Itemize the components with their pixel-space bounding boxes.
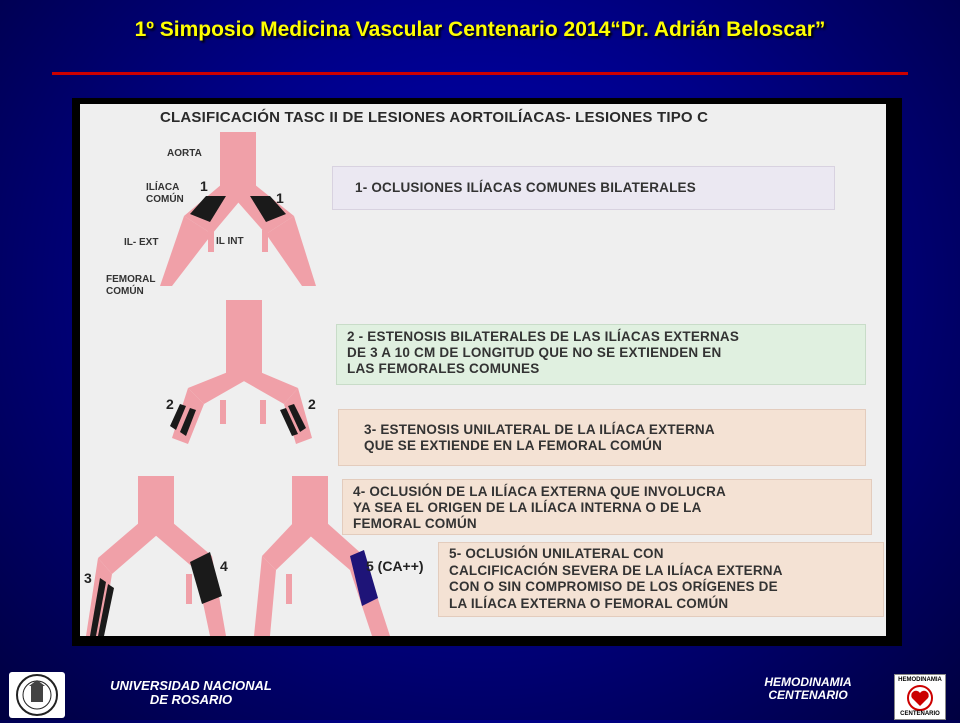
label-femoral-comun: FEMORAL COMÚN <box>106 274 156 297</box>
logo-caption-top: HEMODINAMIA <box>898 677 942 683</box>
lesion-box-1-text: 1- OCLUSIONES ILÍACAS COMUNES BILATERALES <box>355 180 696 195</box>
aorta-vessel <box>292 476 328 528</box>
aorta-vessel <box>220 132 256 190</box>
label-aorta: AORTA <box>167 148 202 159</box>
footer-hemodinamia: HEMODINAMIA CENTENARIO <box>764 675 852 702</box>
internal-iliac-right <box>186 574 192 604</box>
lesion-box-3 <box>338 409 866 466</box>
label-iliaca-comun: ILÍACA COMÚN <box>146 182 184 205</box>
hemodinamia-logo <box>894 674 946 720</box>
label-il-int: IL INT <box>216 236 244 247</box>
lesion-box-4 <box>342 479 872 535</box>
aorta-vessel <box>138 476 174 528</box>
marker-4: 4 <box>220 558 228 574</box>
tasc-figure <box>80 104 886 636</box>
lesion-box-3-text: 3- ESTENOSIS UNILATERAL DE LA ILÍACA EXTERNA QUE SE EXTIENDE EN LA FEMORAL COMÚN <box>364 422 715 453</box>
aorta-vessel <box>226 300 262 378</box>
lesion-box-4-text: 4- OCLUSIÓN DE LA ILÍACA EXTERNA QUE INVOLUCRA YA SEA EL ORIGEN DE LA ILÍACA INTERNA O DE LA FEMORAL COMÚN <box>353 484 726 531</box>
marker-2-right: 2 <box>308 396 316 412</box>
marker-5: 5 (CA++) <box>366 558 424 574</box>
lesion-box-5 <box>438 542 884 617</box>
header-divider <box>52 72 908 75</box>
internal-iliac-left <box>220 400 226 424</box>
slide-header-title: 1º Simposio Medicina Vascular Centenario 2014“Dr. Adrián Beloscar” <box>134 18 826 41</box>
lesion-box-2-text: 2 - ESTENOSIS BILATERALES DE LAS ILÍACAS EXTERNAS DE 3 A 10 CM DE LONGITUD QUE NO SE EXTIENDEN EN LAS FEMORALES COMUNES <box>347 329 740 376</box>
internal-iliac-right <box>262 230 268 252</box>
marker-3: 3 <box>84 570 92 586</box>
footer-university: UNIVERSIDAD NACIONAL DE ROSARIO <box>110 678 272 707</box>
internal-iliac-left <box>208 230 214 252</box>
marker-1-left: 1 <box>200 178 208 194</box>
figure-title: CLASIFICACIÓN TASC II DE LESIONES AORTOILÍACAS- LESIONES TIPO C <box>160 109 709 126</box>
common-iliac-right <box>228 372 298 404</box>
marker-2-left: 2 <box>166 396 174 412</box>
internal-iliac-right <box>260 400 266 424</box>
logo-caption-bottom: CENTENARIO <box>900 711 940 717</box>
lesion-box-5-text: 5- OCLUSIÓN UNILATERAL CON CALCIFICACIÓN SEVERA DE LA ILÍACA EXTERNA CON O SIN COMPROMISO DE LOS ORÍGENES DE LA ILÍACA EXTERNA O FEMORAL COMÚN <box>449 546 783 611</box>
marker-1-right: 1 <box>276 190 284 206</box>
lesion-box-2 <box>336 324 866 385</box>
heart-icon <box>904 685 936 711</box>
lesion-box-1 <box>332 166 835 210</box>
internal-iliac-left <box>286 574 292 604</box>
lesion-external-iliac-4 <box>190 552 222 604</box>
label-il-ext: IL- EXT <box>124 237 159 248</box>
university-seal-logo <box>9 672 65 718</box>
external-iliac-left <box>254 556 276 636</box>
